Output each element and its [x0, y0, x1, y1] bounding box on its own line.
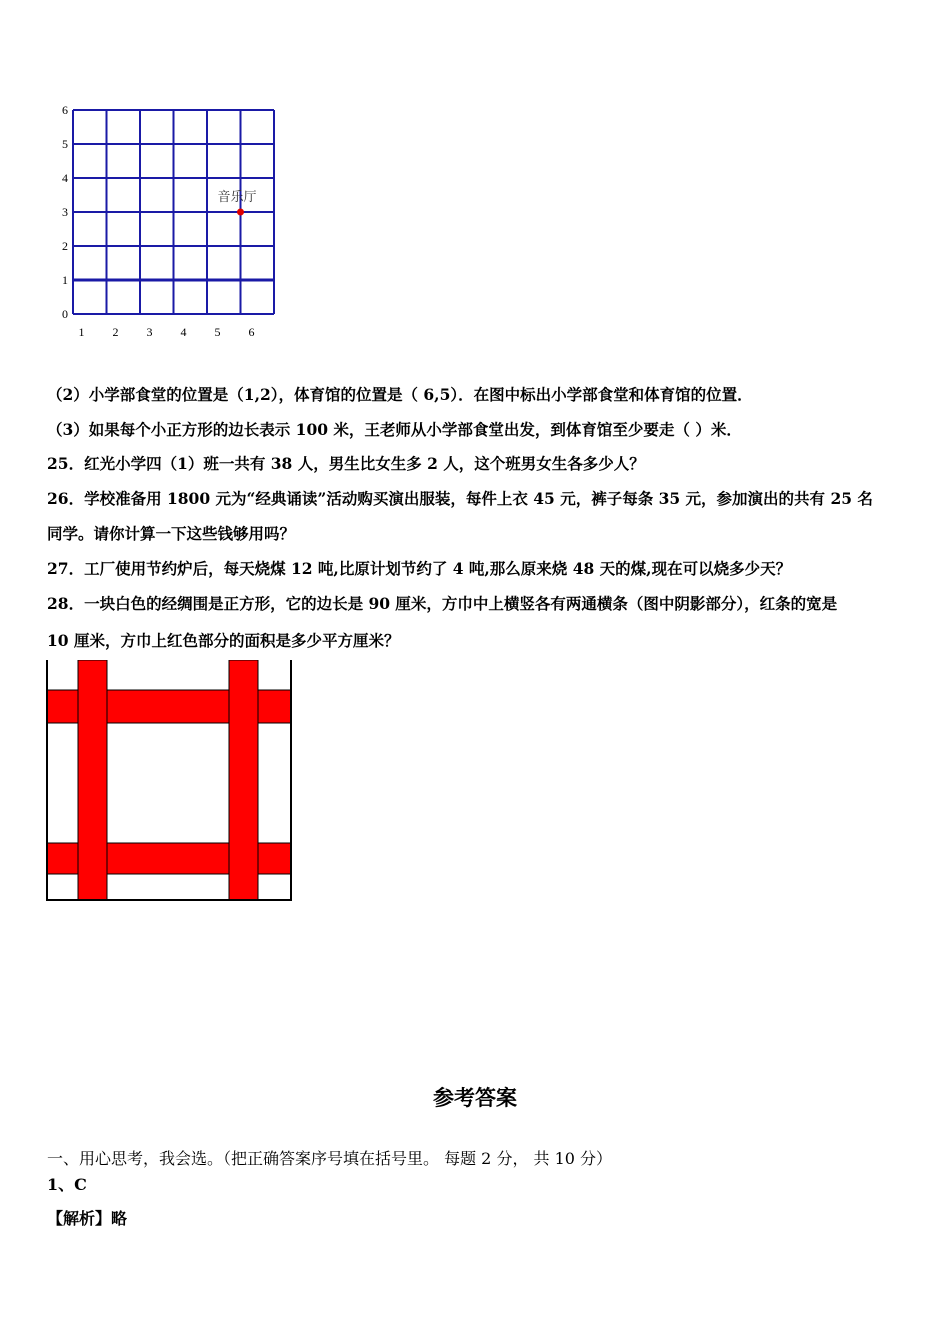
- concert-hall-point: [237, 209, 244, 216]
- question-24-3: （3）如果每个小正方形的边长表示 100 米，王老师从小学部食堂出发，到体育馆至少要走（ ）米．: [47, 420, 742, 439]
- handkerchief-figure: [45, 660, 295, 905]
- question-26-line1: 26．学校准备用 1800 元为“经典诵读”活动购买演出服装，每件上衣 45 元，裤子每条 35 元，参加演出的共有 25 名: [47, 489, 873, 508]
- x-tick-label: 2: [112, 325, 119, 339]
- y-tick-label: 2: [62, 239, 68, 253]
- question-28-line1: 28．一块白色的经绸围是正方形，它的边长是 90 厘米，方巾中上横竖各有两通横条（图中阴影部分），红条的宽是: [47, 594, 838, 613]
- x-tick-label: 4: [180, 325, 187, 339]
- answer-analysis: 【解析】略: [47, 1209, 128, 1228]
- vertical-stripe-right: [229, 660, 258, 900]
- answers-section-1: 一、用心思考，我会选。（把正确答案序号填在括号里。 每题 2 分， 共 10 分）: [47, 1149, 613, 1168]
- concert-hall-label: 音乐厅: [217, 190, 257, 205]
- answers-title: 参考答案: [433, 1085, 517, 1110]
- answer-item-1: 1、C: [47, 1175, 87, 1194]
- question-26-line2: 同学。请你计算一下这些钱够用吗？: [47, 524, 296, 543]
- y-tick-label: 1: [62, 273, 68, 287]
- y-tick-label: 4: [62, 171, 68, 185]
- x-tick-label: 1: [78, 325, 85, 339]
- x-tick-label: 3: [146, 325, 153, 339]
- question-27: 27．工厂使用节约炉后，每天烧煤 12 吨,比原计划节约了 4 吨,那么原来烧 48 天的煤,现在可以烧多少天？: [47, 559, 792, 578]
- question-28-line2: 10 厘米，方巾上红色部分的面积是多少平方厘米？: [47, 631, 400, 650]
- x-tick-label: 5: [214, 325, 221, 339]
- y-tick-label: 3: [62, 205, 68, 219]
- vertical-stripe-left: [78, 660, 107, 900]
- y-tick-label: 5: [62, 137, 68, 151]
- question-24-2: （2）小学部食堂的位置是（1,2），体育馆的位置是（ 6,5）．在图中标出小学部食堂和体育馆的位置．: [47, 385, 753, 404]
- question-25: 25．红光小学四（1）班一共有 38 人，男生比女生多 2 人，这个班男女生各多少人？: [47, 454, 645, 473]
- coordinate-grid-figure: [60, 105, 280, 345]
- x-tick-label: 6: [248, 325, 255, 339]
- y-tick-label: 0: [62, 307, 68, 321]
- y-tick-label: 6: [62, 105, 68, 117]
